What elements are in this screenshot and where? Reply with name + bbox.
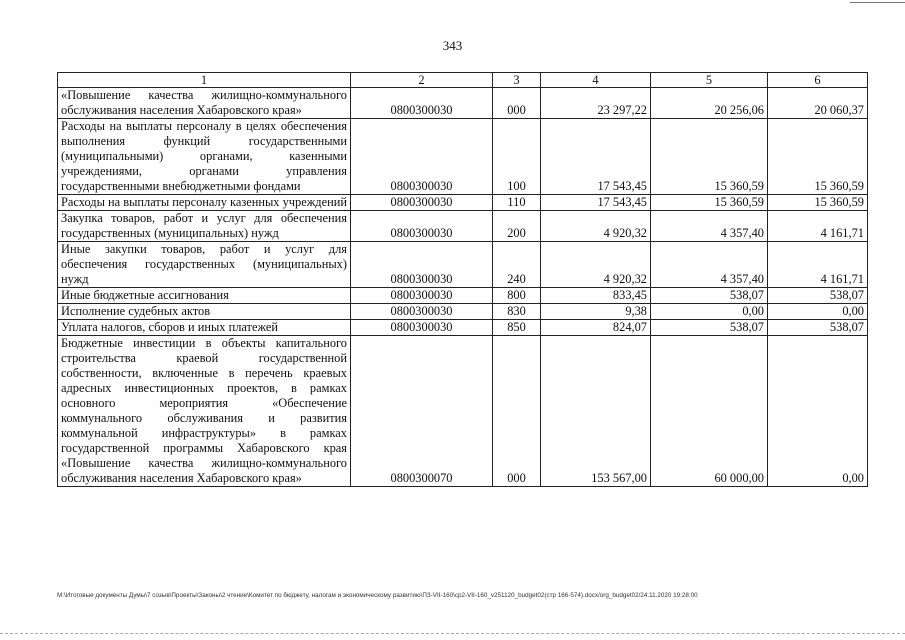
expense-type-cell: 000 [493, 336, 541, 487]
amount-cell: 23 297,22 [541, 88, 651, 119]
table-row [58, 320, 868, 336]
table-row [58, 288, 868, 304]
table-row [58, 88, 868, 119]
expense-type-cell: 000 [493, 88, 541, 119]
expense-name-cell: Бюджетные инвестиции в объекты капитального строительства краевой государственной собственности, включенные в перечень краевых адресных инвестиционных проектов, в рамках основного мероприятия «Обеспечение коммунального обслуживания и развития коммунальной инфраструктуры» в рамках государственной программы Хабаровского края «Повышение качества жилищно-коммунального обслуживания населения Хабаровского края» [58, 336, 351, 487]
amount-cell: 538,07 [651, 288, 768, 304]
table-row [58, 242, 868, 288]
expense-type-cell: 200 [493, 211, 541, 242]
bottom-border-line [0, 633, 905, 634]
target-code-cell: 0800300030 [351, 211, 493, 242]
expense-type-cell: 240 [493, 242, 541, 288]
column-header: 1 [58, 73, 351, 88]
target-code-cell: 0800300030 [351, 304, 493, 320]
target-code-cell: 0800300030 [351, 88, 493, 119]
table-row [58, 211, 868, 242]
column-header: 4 [541, 73, 651, 88]
amount-cell: 17 543,45 [541, 119, 651, 195]
column-number-row [58, 73, 868, 88]
target-code-cell: 0800300030 [351, 242, 493, 288]
amount-cell: 833,45 [541, 288, 651, 304]
amount-cell: 0,00 [651, 304, 768, 320]
expense-name-cell: «Повышение качества жилищно-коммунального обслуживания населения Хабаровского края» [58, 88, 351, 119]
amount-cell: 9,38 [541, 304, 651, 320]
target-code-cell: 0800300030 [351, 195, 493, 211]
expense-type-cell: 800 [493, 288, 541, 304]
column-header: 5 [651, 73, 768, 88]
expense-name-cell: Иные бюджетные ассигнования [58, 288, 351, 304]
target-code-cell: 0800300030 [351, 320, 493, 336]
expense-name-cell: Уплата налогов, сборов и иных платежей [58, 320, 351, 336]
amount-cell: 60 000,00 [651, 336, 768, 487]
column-header: 2 [351, 73, 493, 88]
amount-cell: 4 161,71 [768, 242, 868, 288]
budget-table [57, 72, 868, 487]
page-number: 343 [442, 38, 463, 53]
amount-cell: 4 920,32 [541, 242, 651, 288]
expense-name-cell: Закупка товаров, работ и услуг для обеспечения государственных (муниципальных) нужд [58, 211, 351, 242]
amount-cell: 20 256,06 [651, 88, 768, 119]
target-code-cell: 0800300030 [351, 119, 493, 195]
document-path-footer: M:\Итоговые документы Думы\7 созыв\Проекты\Законы\2 чтение\Комитет по бюджету, налогам и экономическому развитию\ПЗ-VII-160\ср2-VII-160_v251120_budget02(стр 166-574).docx/org_budget02/24.11.2020 19:28:00 [57, 592, 698, 599]
amount-cell: 20 060,37 [768, 88, 868, 119]
amount-cell: 153 567,00 [541, 336, 651, 487]
amount-cell: 15 360,59 [651, 119, 768, 195]
top-border-line [850, 2, 905, 3]
table-row [58, 336, 868, 487]
amount-cell: 15 360,59 [768, 195, 868, 211]
target-code-cell: 0800300070 [351, 336, 493, 487]
amount-cell: 4 920,32 [541, 211, 651, 242]
expense-type-cell: 850 [493, 320, 541, 336]
table-row [58, 195, 868, 211]
expense-type-cell: 100 [493, 119, 541, 195]
expense-name-cell: Иные закупки товаров, работ и услуг для обеспечения государственных (муниципальных) нужд [58, 242, 351, 288]
amount-cell: 4 357,40 [651, 242, 768, 288]
expense-name-cell: Расходы на выплаты персоналу в целях обеспечения выполнения функций государственными (муниципальными) органами, казенными учреждениями, органами управления государственными внебюджетными фондами [58, 119, 351, 195]
table-row [58, 119, 868, 195]
amount-cell: 15 360,59 [768, 119, 868, 195]
target-code-cell: 0800300030 [351, 288, 493, 304]
amount-cell: 0,00 [768, 336, 868, 487]
amount-cell: 824,07 [541, 320, 651, 336]
amount-cell: 4 161,71 [768, 211, 868, 242]
column-header: 3 [493, 73, 541, 88]
expense-name-cell: Исполнение судебных актов [58, 304, 351, 320]
amount-cell: 538,07 [768, 288, 868, 304]
amount-cell: 538,07 [651, 320, 768, 336]
amount-cell: 17 543,45 [541, 195, 651, 211]
expense-name-cell: Расходы на выплаты персоналу казенных учреждений [58, 195, 351, 211]
amount-cell: 538,07 [768, 320, 868, 336]
amount-cell: 0,00 [768, 304, 868, 320]
amount-cell: 15 360,59 [651, 195, 768, 211]
column-header: 6 [768, 73, 868, 88]
table-row [58, 304, 868, 320]
expense-type-cell: 830 [493, 304, 541, 320]
expense-type-cell: 110 [493, 195, 541, 211]
amount-cell: 4 357,40 [651, 211, 768, 242]
